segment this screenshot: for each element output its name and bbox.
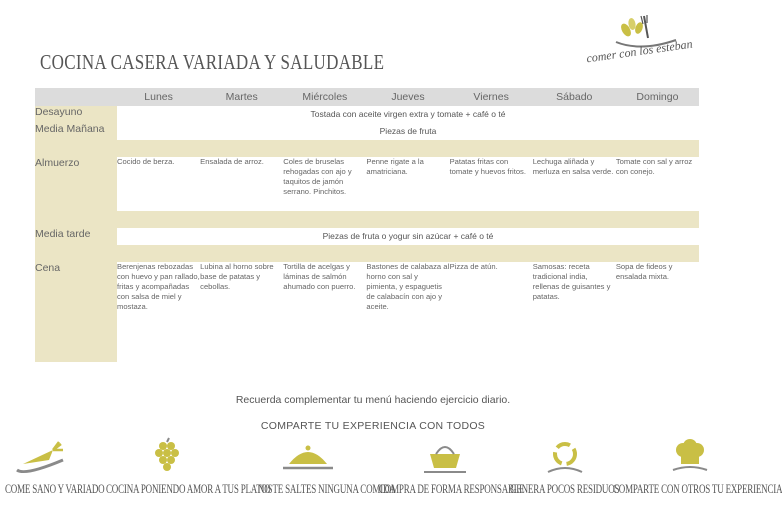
basket-icon (410, 436, 480, 480)
header-corner (35, 88, 117, 106)
cena-cell: Bastones de calabaza al horno con sal y pimienta, y espaguetis de calabacín con ajo y aceite. (366, 262, 450, 311)
tip-item (106, 436, 273, 496)
tip-item (505, 436, 625, 496)
media-manana-row (35, 123, 699, 140)
day-header: Viernes (450, 88, 533, 106)
meal-label: Desayuno (35, 106, 117, 123)
trailing-row (35, 344, 699, 362)
desayuno-row (35, 106, 699, 123)
meal-label: Almuerzo (35, 157, 117, 211)
spacer-row (35, 211, 699, 228)
day-header: Lunes (117, 88, 200, 106)
cena-row (35, 262, 699, 344)
tip-label: NO TE SALTES NINGUNA COMIDA (258, 482, 396, 496)
day-header: Miércoles (283, 88, 366, 106)
tip-label: COME SANO Y VARIADO (5, 482, 105, 496)
meal-label: Cena (35, 262, 117, 344)
brand-logo (586, 12, 696, 74)
almuerzo-cell: Penne rigate a la amatriciana. (366, 157, 424, 176)
almuerzo-cell: Cocido de berza. (117, 157, 175, 166)
desayuno-text: Tostada con aceite virgen extra y tomate + café o té (310, 109, 506, 119)
spacer-row (35, 140, 699, 157)
almuerzo-cell: Lechuga aliñada y merluza en salsa verde. (532, 157, 614, 176)
carrot-icon (5, 436, 75, 480)
meal-label-blank (35, 344, 117, 362)
tip-label: COCINA PONIENDO AMOR A TUS PLATOS (106, 482, 273, 496)
almuerzo-cell: Patatas fritas con tomate y huevos fritos. (449, 157, 526, 176)
spacer-row (35, 245, 699, 262)
tips-icon-strip (0, 436, 782, 518)
meal-label: Media Mañana (35, 123, 117, 140)
almuerzo-row (35, 157, 699, 211)
day-header: Domingo (616, 88, 699, 106)
tip-item (0, 436, 105, 496)
media-manana-text: Piezas de fruta (379, 126, 437, 136)
almuerzo-cell: Tomate con sal y arroz con conejo. (615, 157, 693, 176)
cena-cell: Pizza de atún. (449, 262, 498, 271)
tip-item (379, 436, 525, 496)
tip-label: COMPARTE CON OTROS TU EXPERIENCIA (613, 482, 782, 496)
day-header: Jueves (366, 88, 449, 106)
meal-label: Media tarde (35, 228, 117, 245)
cena-cell: Berenjenas rebozadas con huevo y pan rallado, fritas y acompañadas con salsa de miel y mostaza. (117, 262, 200, 311)
tip-label: COMPRA DE FORMA RESPONSABLE (379, 482, 525, 496)
day-header: Martes (200, 88, 283, 106)
media-tarde-row (35, 228, 699, 245)
logo-text: comer con los esteban (585, 36, 694, 66)
cena-cell: Samosas: receta tradicional india, rellenas de guisantes y patatas. (532, 262, 611, 301)
tip-label: GENERA POCOS RESIDUOS (510, 482, 620, 496)
exercise-reminder: Recuerda complementar tu menú haciendo ejercicio diario. (235, 394, 511, 406)
almuerzo-cell: Ensalada de arroz. (200, 157, 264, 166)
almuerzo-cell: Coles de bruselas rehogadas con ajo y taquitos de jamón serrano. Pinchitos. (283, 157, 352, 196)
cena-cell: Sopa de fideos y ensalada mixta. (615, 262, 673, 281)
tip-item (613, 436, 782, 496)
recycle-icon (530, 436, 600, 480)
days-header-row (35, 88, 699, 106)
cena-cell: Tortilla de acelgas y láminas de salmón ahumado con puerro. (283, 262, 356, 291)
grapes-icon (133, 436, 203, 480)
page-title: COCINA CASERA VARIADA Y SALUDABLE (40, 50, 385, 74)
media-tarde-text: Piezas de fruta o yogur sin azúcar + café o té (322, 231, 494, 241)
weekly-menu-table (35, 88, 699, 362)
cloche-icon (273, 436, 343, 480)
share-heading: COMPARTE TU EXPERIENCIA CON TODOS (260, 420, 486, 432)
cena-cell: Lubina al horno sobre base de patatas y cebollas. (200, 262, 274, 291)
chef-hat-icon (655, 436, 725, 480)
tip-item (248, 436, 396, 496)
day-header: Sábado (533, 88, 616, 106)
